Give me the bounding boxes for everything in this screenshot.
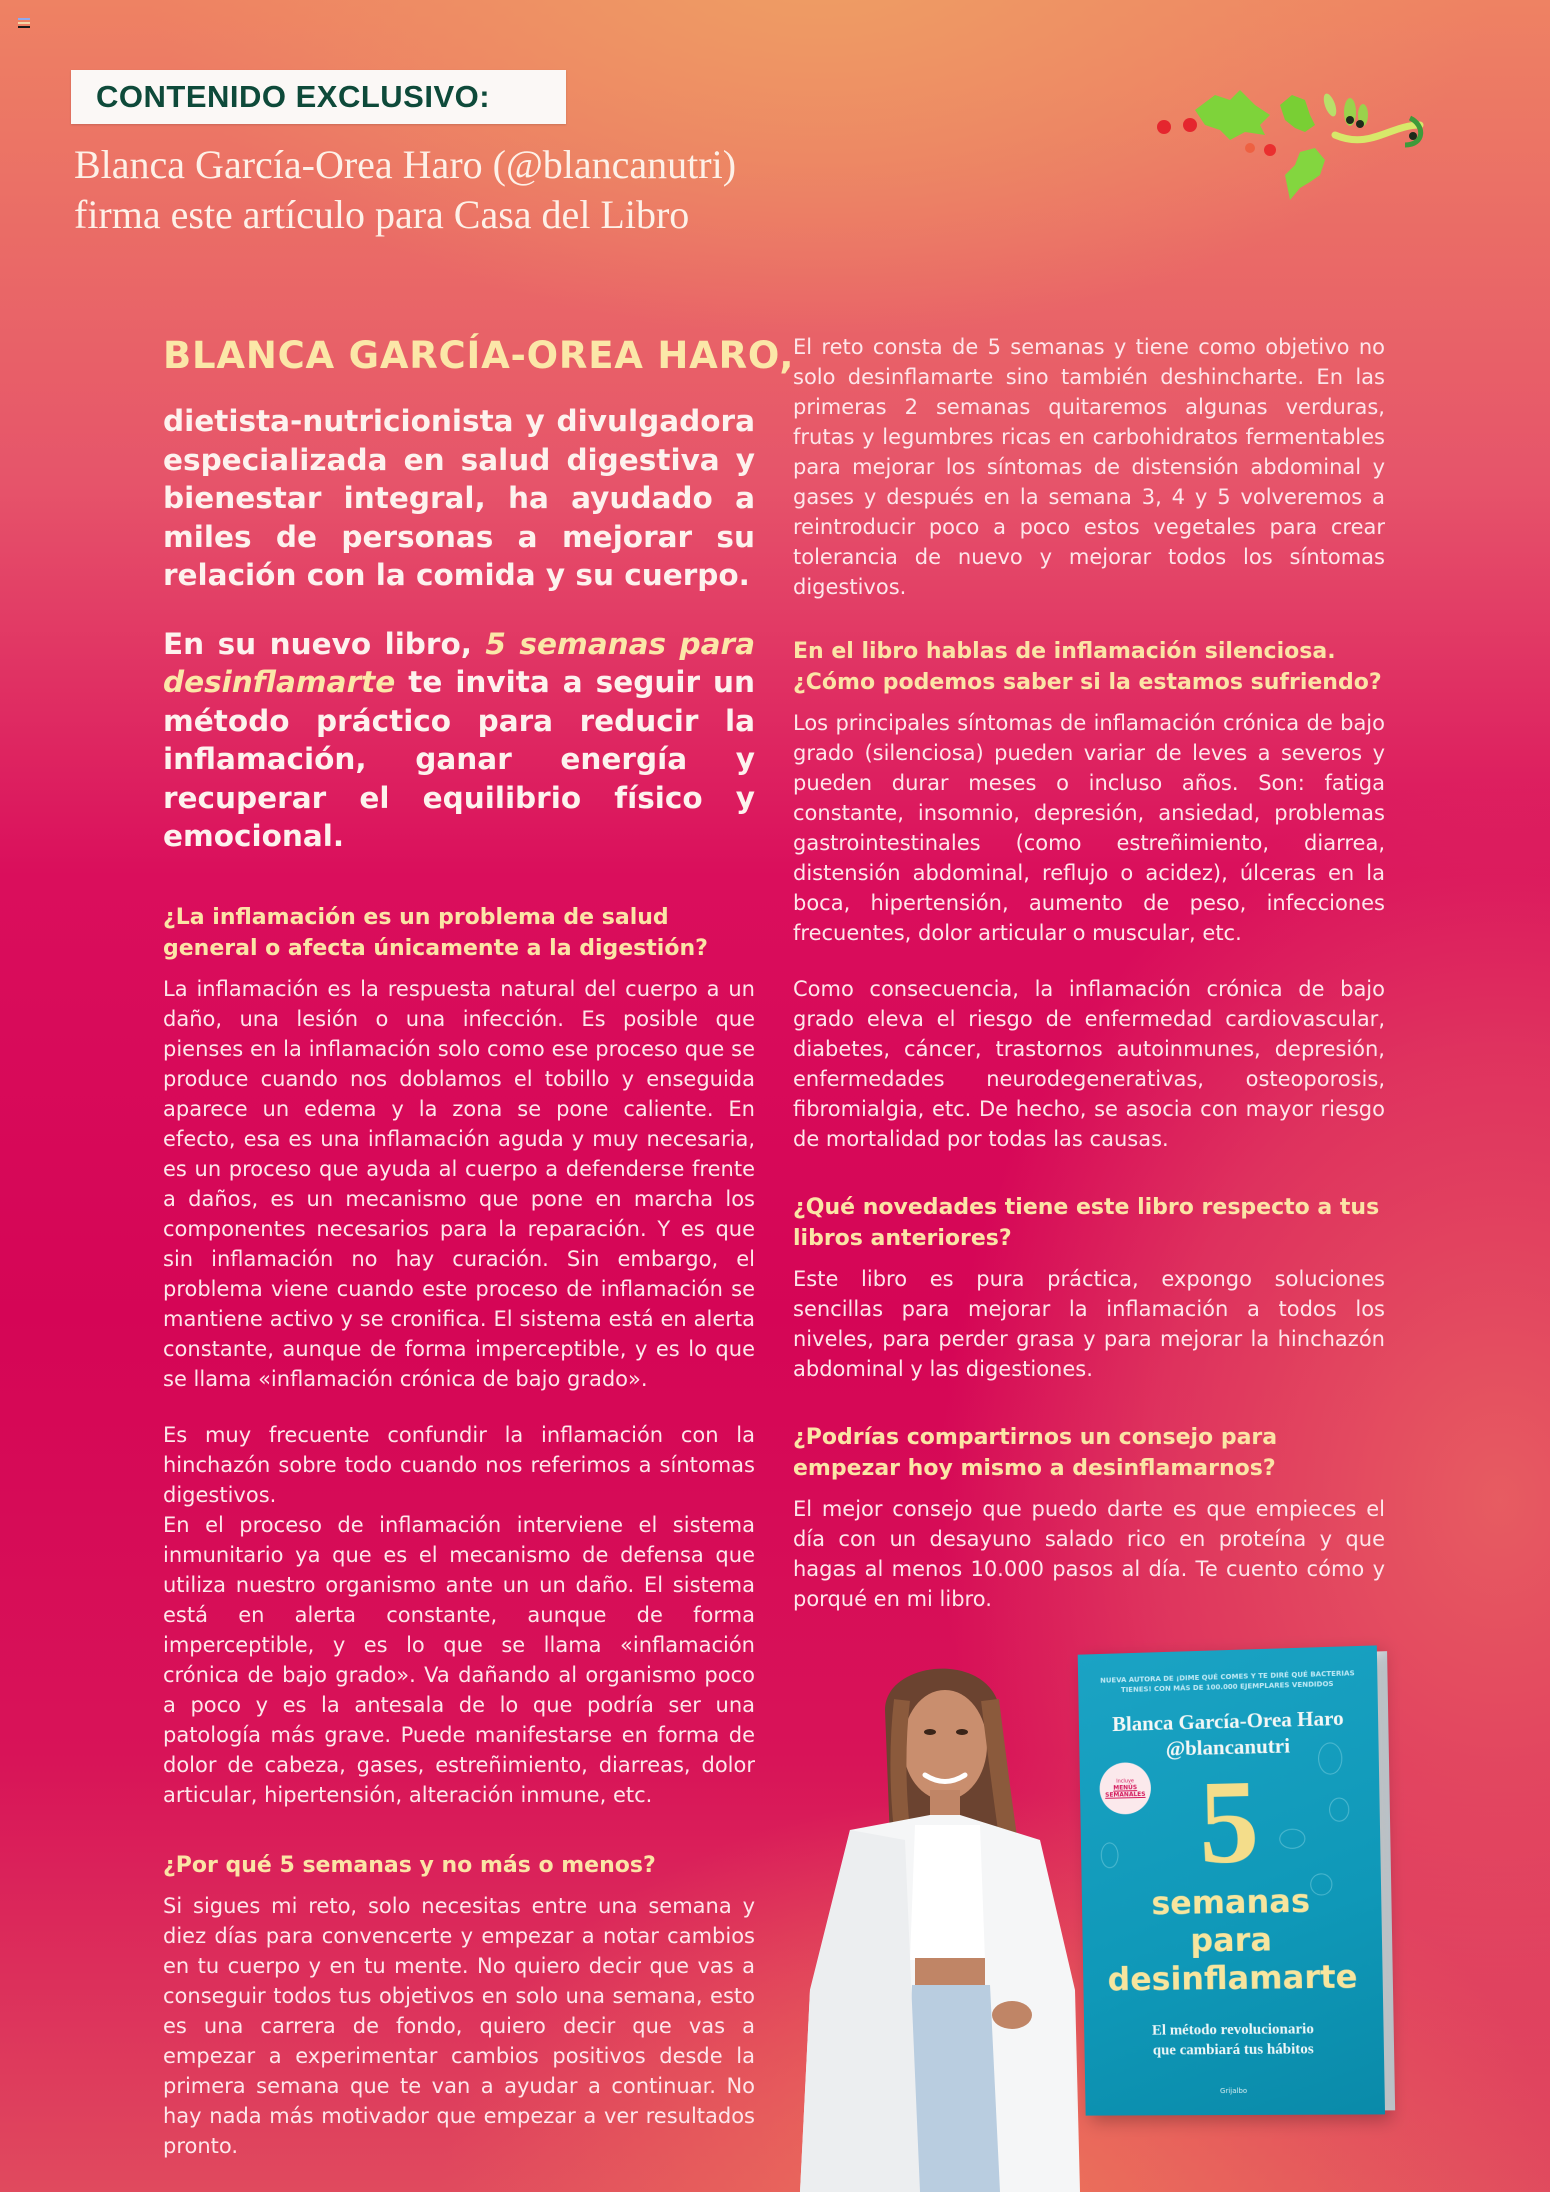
book-lead [163, 625, 755, 856]
exclusive-label: CONTENIDO EXCLUSIVO: [96, 79, 491, 114]
lead-book-title: 5 semanas para desinflamarte [163, 626, 755, 699]
lead-suffix: te invita a seguir un método práctico para reducir la inflamación, ganar energía y recuperar el equilibrio físico y emocional. [163, 665, 755, 853]
book-title-line-2: para [1189, 1920, 1273, 1960]
question-heading: En el libro hablas de inflamación silenciosa. ¿Cómo podemos saber si la estamos sufriendo? [793, 639, 1382, 695]
opening-paragraph: El reto consta de 5 semanas y tiene como objetivo no solo desinflamarte sino también deshincharte. En las primeras 2 semanas quitaremos algunas verduras, frutas y legumbres ricas en carbohidratos fermentables para mejorar los síntomas de distensión abdominal y gases y después en la semana 3, 4 y 5 volveremos a reintroducir poco a poco estos vegetales para crear tolerancia de nuevo y mejorar todos los síntomas digestivos. [793, 335, 1385, 599]
book-number: 5 [1197, 1754, 1261, 1889]
answer-paragraph: Los principales síntomas de inflamación crónica de bajo grado (silenciosa) pueden variar de leves a severos y pueden durar meses o incluso años. Son: fatiga constante, insomnio, depresión, ansiedad, problemas gastrointestinales (como estreñimiento, diarrea, distensión abdominal, reflujo o acidez), úlceras en la boca, hipertensión, aumento de peso, infecciones frecuentes, dolor articular o muscular, etc. [793, 711, 1385, 945]
author-photo [790, 1640, 1090, 2192]
book-subtitle-line-1: El método revolucionario [1151, 2021, 1315, 2039]
question-heading: ¿Qué novedades tiene este libro respecto a tus libros anteriores? [793, 1195, 1380, 1251]
book-title-line-1: semanas [1151, 1881, 1311, 1923]
question-heading: ¿Podrías compartirnos un consejo para empezar hoy mismo a desinflamarnos? [793, 1425, 1278, 1481]
badge-line-1: Incluye [1116, 1778, 1135, 1785]
book-title [1082, 1880, 1383, 1998]
byline [74, 140, 874, 240]
byline-line-1: Blanca García-Orea Haro (@blancanutri) [74, 142, 737, 187]
author-intro: dietista-nutricionista y divulgadora especializada en salud digestiva y bienestar integral, ha ayudado a miles de personas a mejorar su relación con la comida y su cuerpo. [163, 404, 755, 592]
badge-line-2: MENÚS SEMANALES [1105, 1784, 1146, 1799]
answer-paragraph: La inflamación es la respuesta natural del cuerpo a un daño, una lesión o una infección. Es posible que pienses en la inflamación solo como ese proceso que se produce cuando nos doblamos el tobillo y enseguida aparece un edema y la zona se pone caliente. En efecto, esa es una inflamación aguda y muy necesaria, es un proceso que ayuda al cuerpo a defenderse frente a daños, es un mecanismo que pone en marcha los componentes necesarios para la reparación. Y es que sin inflamación no hay curación. Sin embargo, el problema viene cuando este proceso de inflamación se mantiene activo y se cronifica. El sistema está en alerta constante, aunque de forma imperceptible, y es lo que se llama «inflamación crónica de bajo grado». [163, 976, 755, 1391]
book-subtitle [1084, 2019, 1384, 2061]
lead-prefix: En su nuevo libro, [163, 626, 486, 661]
answer-paragraph: Como consecuencia, la inflamación crónica de bajo grado eleva el riesgo de enfermedad cardiovascular, diabetes, cáncer, trastornos autoinmunes, depresión, enfermedades neurodegenerativas, osteoporosis, fibromialgia, etc. De hecho, se asocia con mayor riesgo de mortalidad por todas las causas. [793, 977, 1385, 1151]
exclusive-content-badge [71, 70, 566, 124]
article-right-column [793, 332, 1385, 1640]
article-left-column [163, 332, 795, 2187]
author-name-heading: BLANCA GARCÍA-OREA HARO, [163, 334, 795, 377]
book-author-name: Blanca García-Orea Haro [1112, 1705, 1344, 1737]
answer-paragraph: Este libro es pura práctica, expongo soluciones sencillas para mejorar la inflamación a todos los niveles, para perder grasa y para mejorar la hinchazón abdominal y las digestiones. [793, 1267, 1385, 1381]
menu-icon[interactable] [18, 18, 30, 28]
book-tagline: NUEVA AUTORA DE ¡DIME QUÉ COMES Y TE DIRÉ QUÉ BACTERIAS TIENES! CON MÁS DE 100.000 EJEMPLARES VENDIDOS [1100, 1669, 1355, 1695]
question-heading: ¿Por qué 5 semanas y no más o menos? [163, 1852, 656, 1878]
question-heading: ¿La inflamación es un problema de salud general o afecta únicamente a la digestión? [163, 904, 708, 961]
book-author-handle: @blancanutri [1165, 1733, 1291, 1761]
answer-paragraph: En el proceso de inflamación interviene el sistema inmunitario ya que es el mecanismo de defensa que utiliza nuestro organismo ante un un daño. El sistema está en alerta constante, aunque de forma imperceptible, y es lo que se llama «inflamación crónica de bajo grado». Va dañando al organismo poco a poco y es la antesala de lo que podría ser una patología más grave. Puede manifestarse en forma de dolor de cabeza, gases, estreñimiento, diarreas, dolor articular, hipertensión, alteración inmune, etc. [163, 1512, 755, 1807]
answer-paragraph: Es muy frecuente confundir la inflamación con la hinchazón sobre todo cuando nos referimos a síntomas digestivos. [163, 1422, 755, 1507]
holly-decoration-icon [1120, 70, 1430, 210]
book-subtitle-line-2: que cambiará tus hábitos [1152, 2041, 1314, 2059]
book-publisher: Grijalbo [1220, 2086, 1248, 2096]
byline-line-2: firma este artículo para Casa del Libro [74, 192, 690, 237]
answer-paragraph: El mejor consejo que puedo darte es que empieces el día con un desayuno salado rico en proteína y que hagas al menos 10.000 pasos al día. Te cuento cómo y porqué en mi libro. [793, 1497, 1385, 1611]
answer-paragraph: Si sigues mi reto, solo necesitas entre una semana y diez días para convencerte y empezar a notar cambios en tu cuerpo y en tu mente. No quiero decir que vas a conseguir todos tus objetivos en solo una semana, esto es una carrera de fondo, quiero decir que vas a empezar a experimentar cambios positivos desde la primera semana que te van a ayudar a continuar. No hay nada más motivador que empezar a ver resultados pronto. [163, 1893, 755, 2158]
book-title-line-3: desinflamarte [1107, 1957, 1358, 1999]
book-cover [1078, 1645, 1385, 2115]
